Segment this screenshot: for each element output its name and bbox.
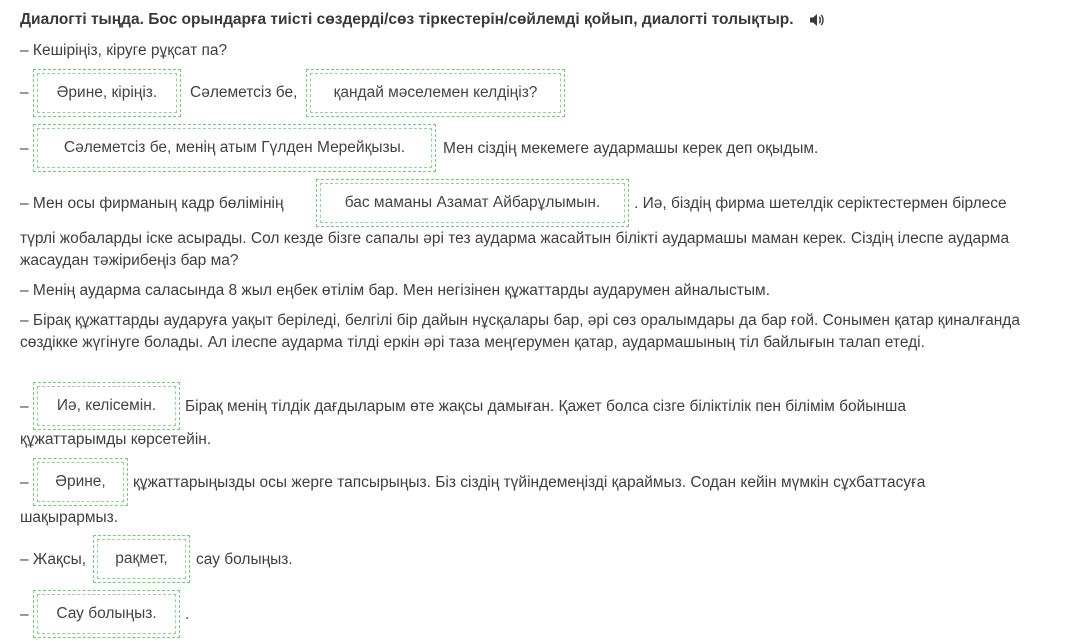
dialogue-dash: – — [20, 398, 29, 415]
instruction-text: Диалогті тыңда. Бос орындарға тиісті сөздерді/сөз тіркестерін/сөйлемді қойып, диалогті толықтыр. — [20, 11, 794, 29]
answer-chip[interactable]: Сау болыңыз. — [37, 594, 176, 634]
dialogue-line-1: – Кешіріңіз, кіруге рұқсат па? — [20, 42, 228, 59]
dialogue-text: Сәлеметсіз бе, — [190, 84, 298, 101]
dialogue-text: құжаттарыңызды осы жерге тапсырыңыз. Біз сіздің түйіндемеңізді қараймыз. Содан кейін мүмкін сұхбаттасуға — [133, 474, 926, 491]
answer-slot-1[interactable] — [33, 69, 181, 117]
answer-chip[interactable]: Сәлеметсіз бе, менің атым Гүлден Мерейқызы. — [37, 128, 432, 168]
answer-chip[interactable]: бас маманы Азамат Айбарұлымын. — [320, 183, 625, 223]
answer-slot-2[interactable] — [306, 69, 565, 117]
answer-slot-7[interactable] — [93, 535, 190, 583]
answer-slot-5[interactable] — [33, 382, 180, 430]
answer-chip[interactable]: рақмет, — [97, 539, 186, 579]
dialogue-text: . Иә, біздің фирма шетелдік серіктестермен бірлесе — [634, 195, 1007, 212]
dialogue-dash: – — [20, 474, 29, 491]
answer-chip[interactable]: Әрине, кіріңіз. — [37, 73, 177, 113]
dialogue-text: – Жақсы, — [20, 551, 87, 568]
dialogue-dash: – — [20, 84, 29, 101]
dialogue-line-5: – Менің аударма саласында 8 жыл еңбек өтілім бар. Мен негізінен құжаттарды аударумен айналыстым. — [20, 282, 771, 299]
dialogue-text: шақырармыз. — [20, 509, 119, 526]
dialogue-text: құжаттарымды көрсетейін. — [20, 431, 212, 448]
answer-chip[interactable]: Әрине, — [37, 462, 124, 502]
answer-slot-3[interactable] — [33, 124, 436, 172]
dialogue-text: – Мен осы фирманың кадр бөлімінің — [20, 195, 284, 212]
answer-slot-8[interactable] — [33, 590, 180, 638]
dialogue-text: сау болыңыз. — [196, 551, 293, 568]
dialogue-paragraph: түрлі жобаларды іске асырады. Сол кезде бізге сапалы әрі тез аударма жасайтын білікті аудармашы маман керек. Сіздің ілеспе аударма жасаудан тәжірибеңіз бар ма? — [20, 230, 1010, 269]
speaker-icon[interactable] — [808, 11, 826, 29]
dialogue-text: Бірақ менің тілдік дағдыларым өте жақсы дамыған. Қажет болса сізге біліктілік пен білімім бойынша — [185, 398, 906, 415]
answer-chip[interactable]: Иә, келісемін. — [37, 386, 176, 426]
instruction-title — [20, 11, 826, 29]
answer-chip[interactable]: қандай мәселемен келдіңіз? — [310, 73, 561, 113]
dialogue-text: Мен сіздің мекемеге аудармашы керек деп оқыдым. — [443, 140, 819, 157]
dialogue-dash: – — [20, 140, 29, 157]
answer-slot-4[interactable] — [316, 179, 629, 227]
answer-slot-6[interactable] — [33, 458, 128, 506]
dialogue-dash: – — [20, 606, 29, 623]
dialogue-paragraph: – Бірақ құжаттарды аударуға уақыт беріледі, белгілі бір дайын нұсқалары бар, әрі сөз оралымдары да бар ғой. Сонымен қатар қиналғанда сөздікке жүгінуге болады. Ал ілеспе аударма тілді еркін әрі таза меңгерумен қатар, аудармашының тіл байлығын талап етеді. — [20, 312, 1020, 351]
dialogue-text: . — [185, 606, 190, 623]
